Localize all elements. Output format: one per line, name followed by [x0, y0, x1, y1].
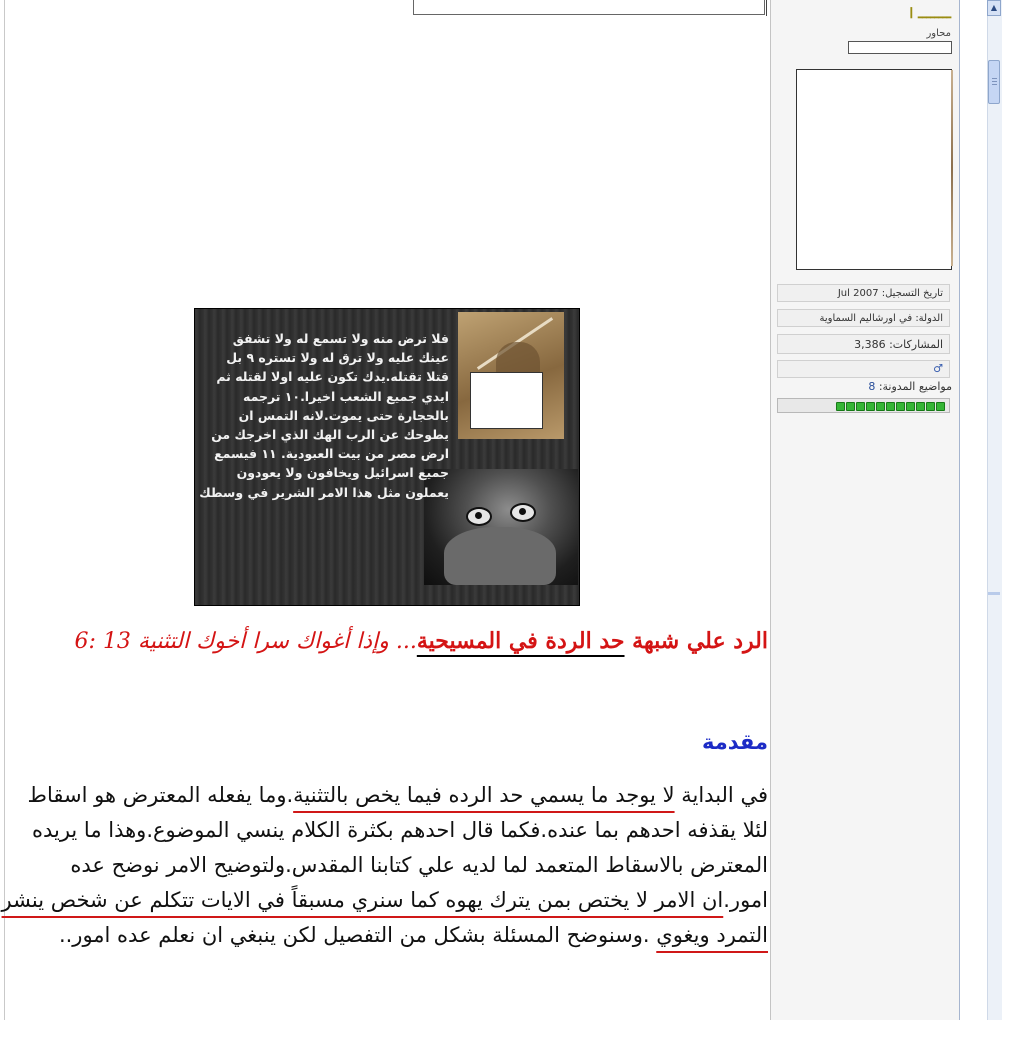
scrollbar-marker	[988, 592, 1000, 595]
intro-heading: مقدمة	[702, 730, 768, 754]
post-headline	[0, 624, 768, 659]
blog-topics	[777, 380, 952, 393]
reputation-pip-icon	[896, 402, 905, 411]
image-verse-line: ارض مصر من بيت العبودية. ١١ فيسمع	[214, 446, 449, 462]
image-verse-line: فلا ترض منه ولا تسمع له ولا تشفق	[232, 331, 449, 346]
reputation-pip-icon	[846, 402, 855, 411]
post-count: المشاركات: 3,386	[777, 334, 950, 354]
join-date: تاريخ التسجيل: Jul 2007	[777, 284, 950, 302]
gender-male-icon: ♂	[777, 360, 950, 378]
reputation-pip-icon	[916, 402, 925, 411]
reputation-pip-icon	[866, 402, 875, 411]
reputation-pip-icon	[926, 402, 935, 411]
scroll-up-arrow-icon[interactable]: ▲	[987, 0, 1001, 16]
reputation-pip-icon	[886, 402, 895, 411]
body-segment-2: .وما يفعله المعترض هو اسقاط لئلا يقذفه احدهم بما عنده.فكما قال احدهم بكثرة الكلام ينسي الموضوع.وهذا ما يريده المعترض بالاسقاط المتعمد لما لديه علي كتابنا المقدس.ولتوضيح الامر نوضح عده امور.	[27, 783, 768, 912]
body-underlined-2: ان الامر لا يختص بمن يترك يهوه كما سنري مسبقاً في الايات تتكلم عن شخص ينشر التمرد ويغوي	[1, 888, 768, 947]
image-verse-text	[199, 329, 449, 502]
scrollbar-thumb[interactable]	[988, 60, 1000, 104]
image-verse-line: بالحجارة حتى يموت.لانه التمس ان	[238, 407, 449, 423]
previous-post-box-edge	[762, 0, 767, 16]
reputation-pip-icon	[906, 402, 915, 411]
image-verse-line: ايدي جميع الشعب اخيرا.١٠ ترجمه	[243, 388, 449, 404]
post-body-text	[0, 778, 768, 953]
user-country: الدولة: في اورشاليم السماوية	[777, 309, 950, 327]
image-inner-placeholder	[470, 372, 543, 429]
previous-post-box	[413, 0, 765, 15]
reputation-pip-icon	[856, 402, 865, 411]
reputation-pip-icon	[936, 402, 945, 411]
image-verse-line: قتلا تقتله.يدك تكون عليه اولا لقتله ثم	[216, 369, 449, 385]
blog-topics-count-link[interactable]: 8	[868, 380, 876, 393]
username-link[interactable]: ــــــــ ا	[909, 6, 951, 22]
image-verse-line: جميع اسرائيل ويخافون ولا يعودون	[236, 465, 449, 481]
image-verse-line: يطوحك عن الرب الهك الذي اخرجك من	[211, 427, 449, 443]
user-info-sidebar	[771, 0, 960, 1020]
reputation-pip-icon	[876, 402, 885, 411]
vertical-scrollbar[interactable]	[987, 0, 1002, 1020]
user-avatar[interactable]	[796, 69, 952, 270]
blog-topics-label: مواضيع المدونة:	[878, 380, 952, 393]
headline-part-1: الرد علي شبهة	[624, 628, 768, 654]
user-title: محاور	[926, 28, 951, 39]
user-rank-image	[848, 41, 952, 54]
headline-verse-reference: ... وإذا أغواك سرا أخوك التثنية 13 :6	[74, 629, 417, 654]
reputation-pip-icon	[836, 402, 845, 411]
image-verse-line: عينك عليه ولا ترق له ولا تستره ٩ بل	[226, 350, 449, 366]
image-verse-line: يعملون مثل هذا الامر الشرير في وسطك	[199, 484, 449, 500]
body-segment-3: .وسنوضح المسئلة بشكل من التفصيل لكن ينبغي ان نعلم عده امور..	[58, 923, 657, 947]
reputation-bar	[777, 398, 950, 413]
body-segment-1: في البداية	[674, 783, 768, 807]
body-underlined-1: لا يوجد ما يسمي حد الرده فيما يخص بالتثنية	[293, 783, 675, 807]
avatar-frame-edge	[951, 70, 953, 266]
headline-part-2-underlined: حد الردة في المسيحية	[416, 628, 625, 654]
post-embedded-image[interactable]	[194, 308, 580, 606]
